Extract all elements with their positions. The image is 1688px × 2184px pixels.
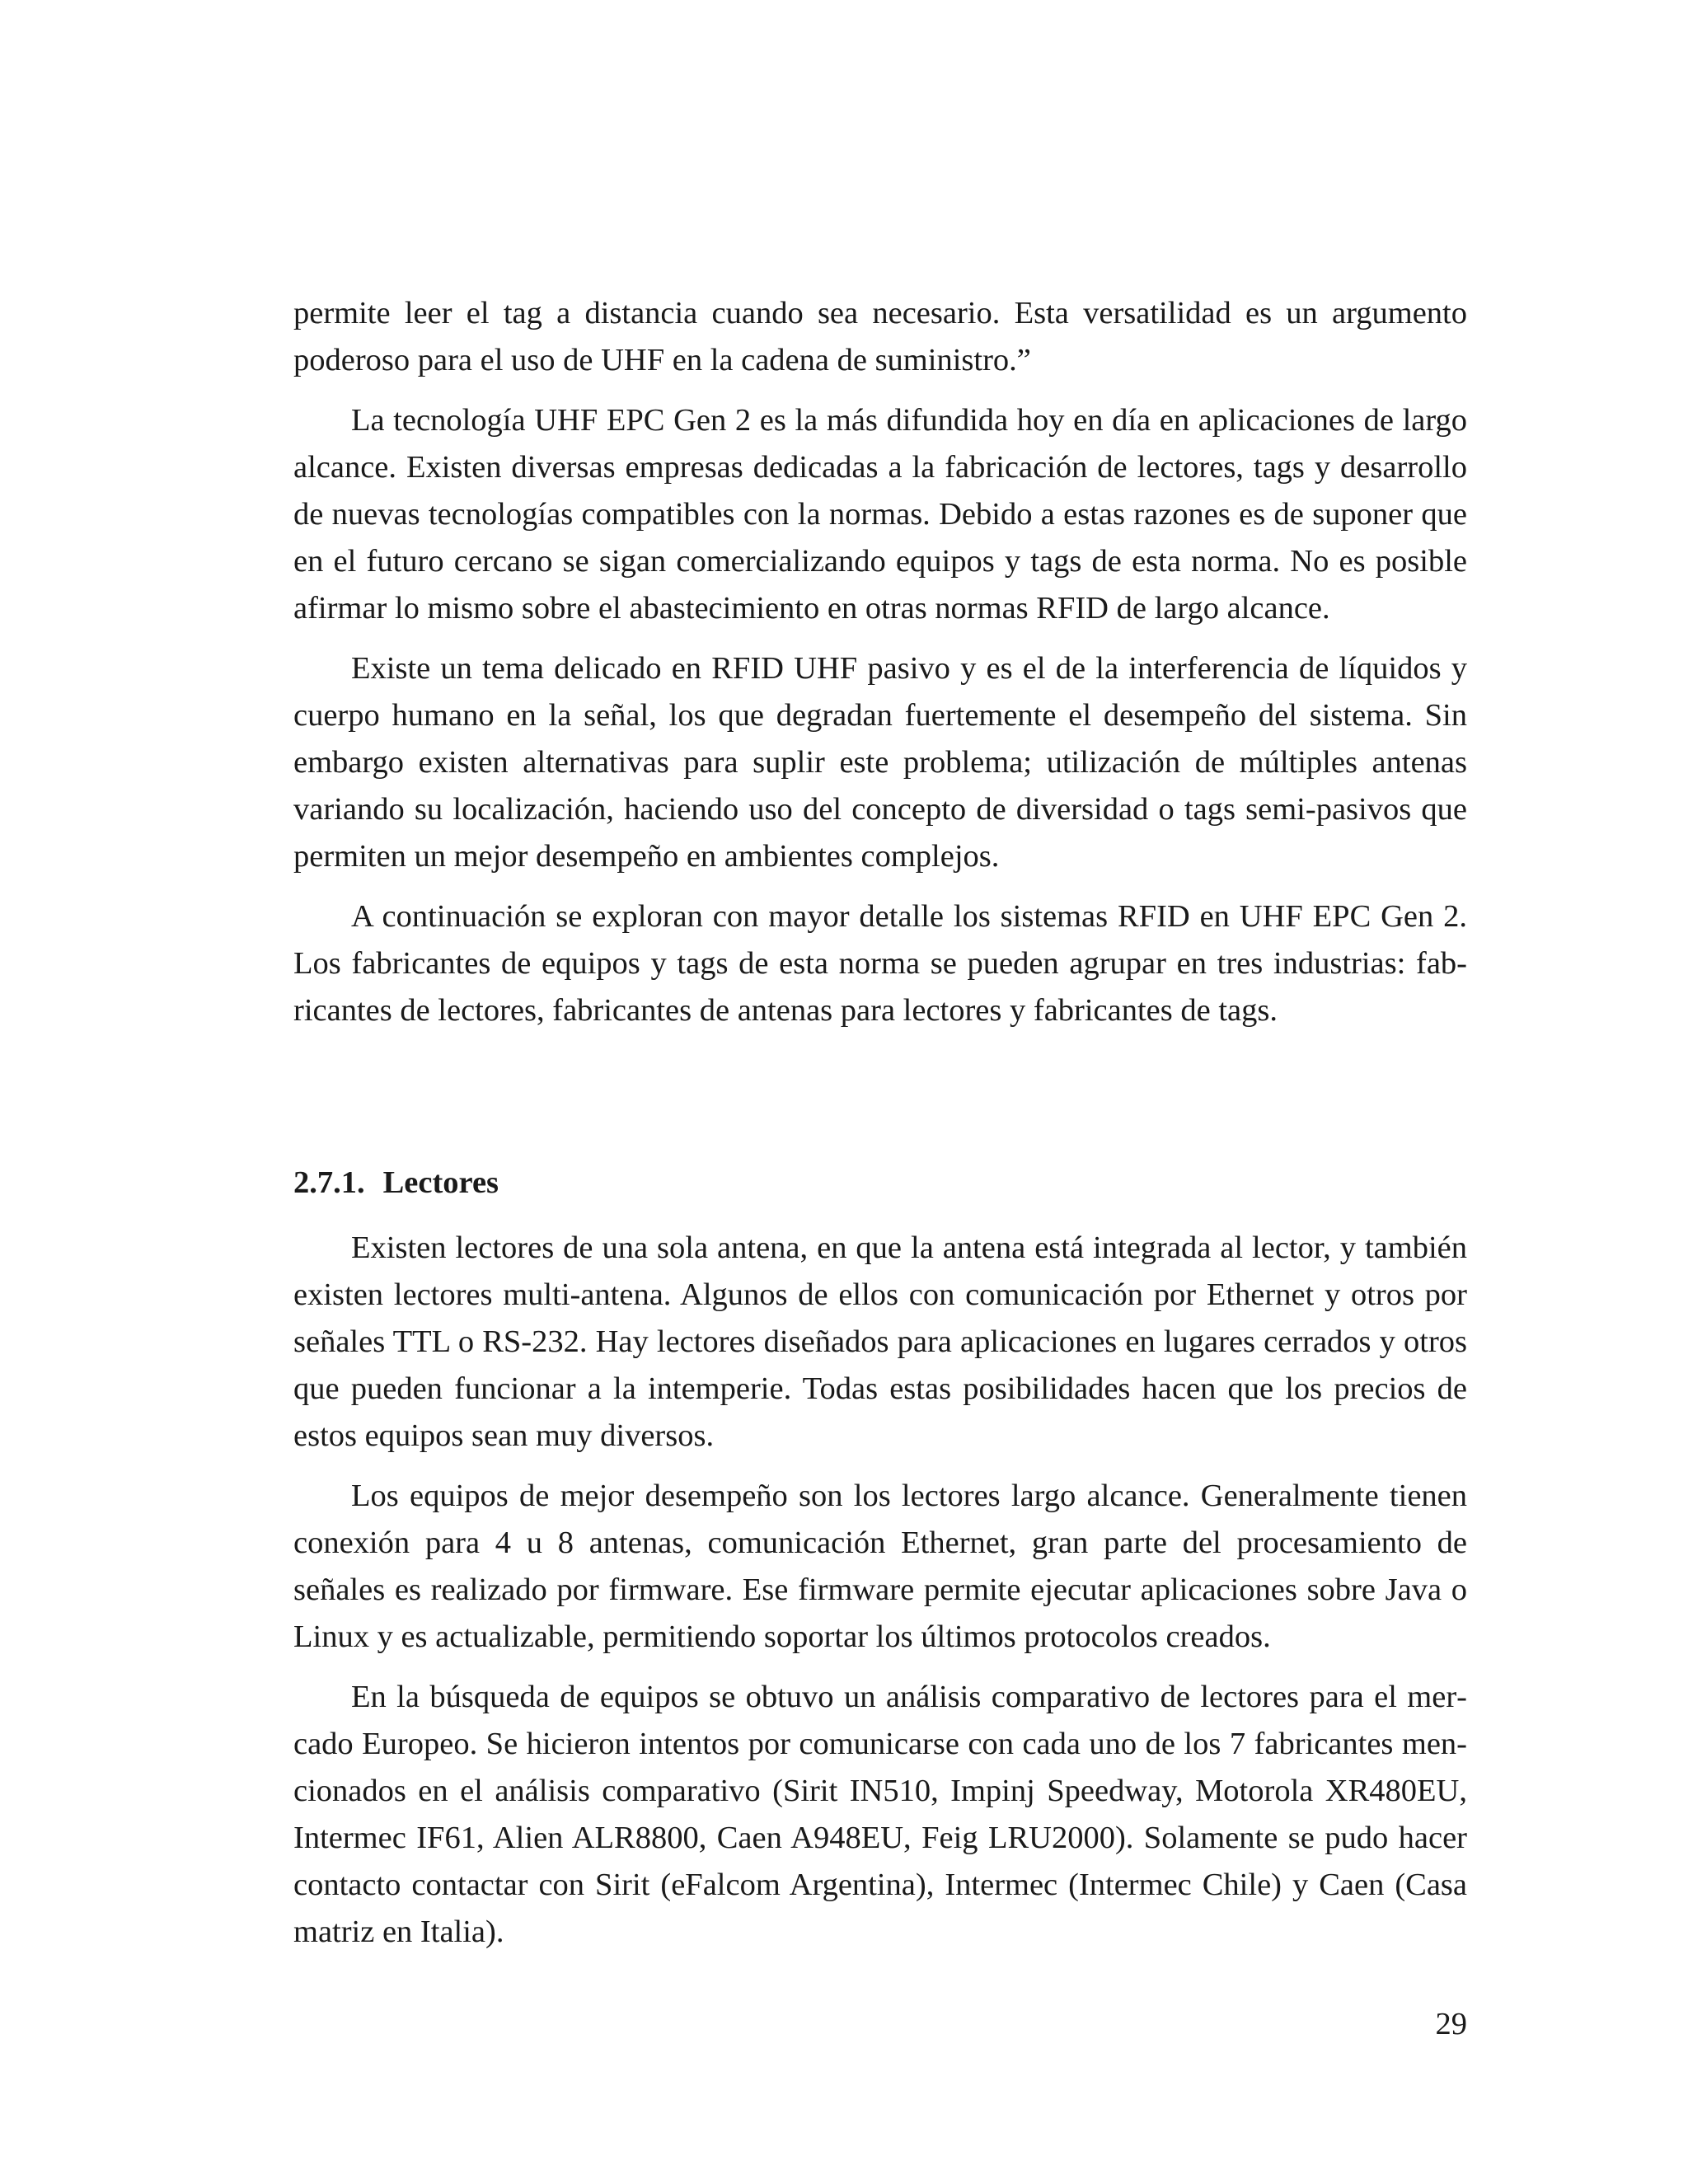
paragraph-manufacturers: A continuación se exploran con mayor detalle los sistemas RFID en UHF EPC Gen 2. Los fabricantes de equipos y tags de esta norma se pueden agrupar en tres industrias: fabricantes de lectores, fabricantes de antenas para lectores y fabricantes de tags. <box>293 899 1467 1028</box>
section-number: 2.7.1. <box>293 1165 365 1200</box>
section-heading <box>293 1160 1467 1207</box>
paragraph-uhf-epc-gen2: La tecnología UHF EPC Gen 2 es la más difundida hoy en día en aplicaciones de largo alcance. Existen diversas empresas dedicadas a la fabricación de lectores, tags y desarrollo de nuevas tecnologías compatibles con la normas. Debido a estas razones es de suponer que en el futuro cercano se sigan comercializando equipos y tags de esta norma. No es posible afirmar lo mismo sobre el abastecimiento en otras normas RFID de largo alcance. <box>293 403 1467 626</box>
paragraph-equipment-search: En la búsqueda de equipos se obtuvo un análisis comparativo de lectores para el mercado Europeo. Se hicieron intentos por comunicarse con cada uno de los 7 fabricantes mencionados en el análisis comparativo (Sirit IN510, Impinj Speedway, Motorola XR480EU, Intermec IF61, Alien ALR8800, Caen A948EU, Feig LRU2000). Solamente se pudo hacer contacto contactar con Sirit (eFalcom Argentina), Intermec (Intermec Chile) y Caen (Casa matriz en Italia). <box>293 1680 1467 1949</box>
page-body <box>293 290 1467 1969</box>
paragraph-continuation: permite leer el tag a distancia cuando sea necesario. Esta versatilidad es un argumento poderoso para el uso de UHF en la cadena de suministro.” <box>293 296 1467 377</box>
paragraph-long-range-readers: Los equipos de mejor desempeño son los lectores largo alcance. Generalmente tienen conexión para 4 u 8 antenas, comunicación Ethernet, gran parte del procesamiento de señales es realizado por firmware. Ese firmware permite ejecutar aplicaciones sobre Java o Linux y es actualizable, permitiendo soportar los últimos protocolos creados. <box>293 1479 1467 1654</box>
paragraph-reader-types: Existen lectores de una sola antena, en que la antena está integrada al lector, y también existen lectores multi-antena. Algunos de ellos con comunicación por Ethernet y otros por señales TTL o RS-232. Hay lectores diseñados para aplicaciones en lugares cerrados y otros que pueden funcionar a la intemperie. Todas estas posibilidades hacen que los precios de estos equipos sean muy diversos. <box>293 1230 1467 1453</box>
section-title: Lectores <box>382 1165 499 1200</box>
page-number: 29 <box>1435 2007 1467 2041</box>
paragraph-interference: Existe un tema delicado en RFID UHF pasivo y es el de la interferencia de líquidos y cuerpo humano en la señal, los que degradan fuertemente el desempeño del sistema. Sin embargo existen alternativas para suplir este problema; utilización de múltiples antenas variando su localización, haciendo uso del concepto de diversidad o tags semi-pasivos que permiten un mejor desempeño en ambientes complejos. <box>293 651 1467 874</box>
